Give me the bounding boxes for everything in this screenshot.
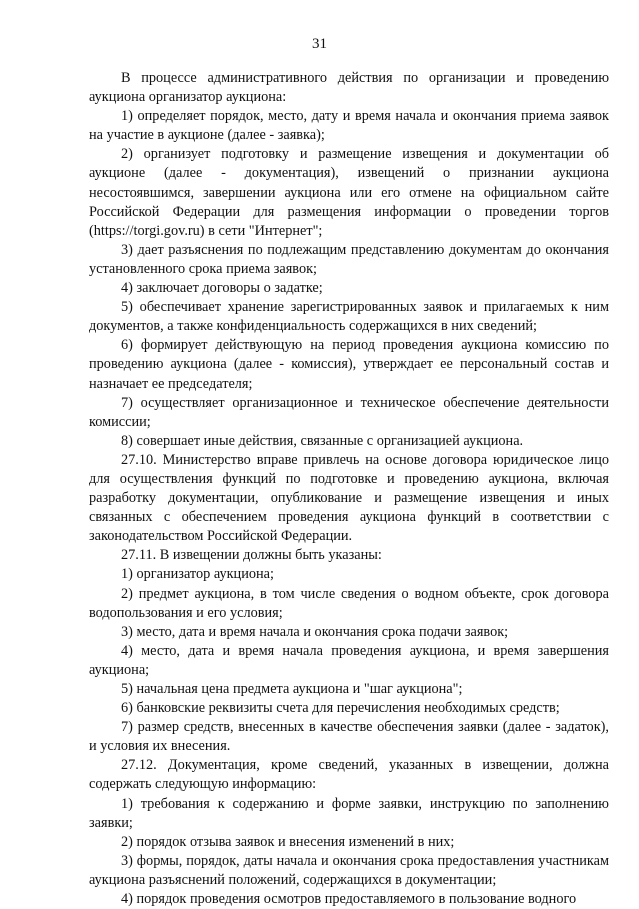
- paragraph-27-11: 27.11. В извещении должны быть указаны:: [121, 547, 382, 564]
- paragraph-item-7: 7) осуществляет организационное и техническое обеспечение деятельности комиссии;: [89, 394, 609, 430]
- paragraph-notice-item-5: 5) начальная цена предмета аукциона и "шаг аукциона";: [121, 681, 463, 697]
- paragraph-doc-item-3: 3) формы, порядок, даты начала и окончания срока предоставления участникам аукциона разъяснений положений, содержащихся в документации;: [89, 852, 609, 888]
- paragraph-notice-item-6: 6) банковские реквизиты счета для перечисления необходимых средств;: [121, 700, 560, 717]
- page-number: 31: [312, 36, 327, 52]
- paragraph-notice-item-4: 4) место, дата и время начала проведения аукциона, и время завершения аукциона;: [89, 642, 609, 678]
- paragraph-27-12: 27.12. Документация, кроме сведений, указанных в извещении, должна содержать следующую информацию:: [89, 757, 609, 793]
- paragraph-item-6: 6) формирует действующую на период проведения аукциона комиссию по проведению аукциона (далее - комиссия), утверждает ее персональный состав и назначает ее председателя;: [89, 337, 609, 392]
- paragraph-doc-item-2: 2) порядок отзыва заявок и внесения изменений в них;: [121, 833, 455, 850]
- paragraph-item-4: 4) заключает договоры о задатке;: [121, 280, 323, 297]
- paragraph-item-1: 1) определяет порядок, место, дату и время начала и окончания приема заявок на участие в аукционе (далее - заявка);: [89, 108, 609, 144]
- paragraph-27-10: 27.10. Министерство вправе привлечь на основе договора юридическое лицо для осуществления функций по подготовке и проведению аукциона, включая разработку документации, опубликование и размещение извещения и иных связанных с обеспечением проведения аукциона функций в соответствии с законодательством Российской Федерации.: [89, 451, 609, 545]
- paragraph-item-5: 5) обеспечивает хранение зарегистрированных заявок и прилагаемых к ним документов, а также конфиденциальность содержащихся в них сведений;: [89, 299, 609, 335]
- paragraph-notice-item-7: 7) размер средств, внесенных в качестве обеспечения заявки (далее - задаток), и условия их внесения.: [89, 719, 609, 755]
- paragraph-notice-item-3: 3) место, дата и время начала и окончания срока подачи заявок;: [121, 623, 509, 640]
- paragraph-notice-item-1: 1) организатор аукциона;: [121, 566, 274, 583]
- document-body: [89, 69, 609, 909]
- paragraph-doc-item-4: 4) порядок проведения осмотров предоставляемого в пользование водного: [121, 891, 577, 908]
- paragraph-doc-item-1: 1) требования к содержанию и форме заявки, инструкцию по заполнению заявки;: [89, 795, 609, 831]
- paragraph-item-8: 8) совершает иные действия, связанные с организацией аукциона.: [121, 432, 524, 449]
- paragraph-notice-item-2: 2) предмет аукциона, в том числе сведения о водном объекте, срок договора водопользования и его условия;: [89, 585, 609, 621]
- paragraph-item-2: 2) организует подготовку и размещение извещения и документации об аукционе (далее - документация), извещений о признании аукциона несостоявшимся, завершении аукциона или его отмене на официальном сайте Российской Федерации для размещения информации о проведении торгов (https://torgi.gov.ru) в сети "Интернет";: [89, 146, 609, 239]
- paragraph-intro: В процессе административного действия по организации и проведению аукциона организатор аукциона:: [89, 70, 609, 106]
- paragraph-item-3: 3) дает разъяснения по подлежащим представлению документам до окончания установленного срока приема заявок;: [89, 241, 609, 277]
